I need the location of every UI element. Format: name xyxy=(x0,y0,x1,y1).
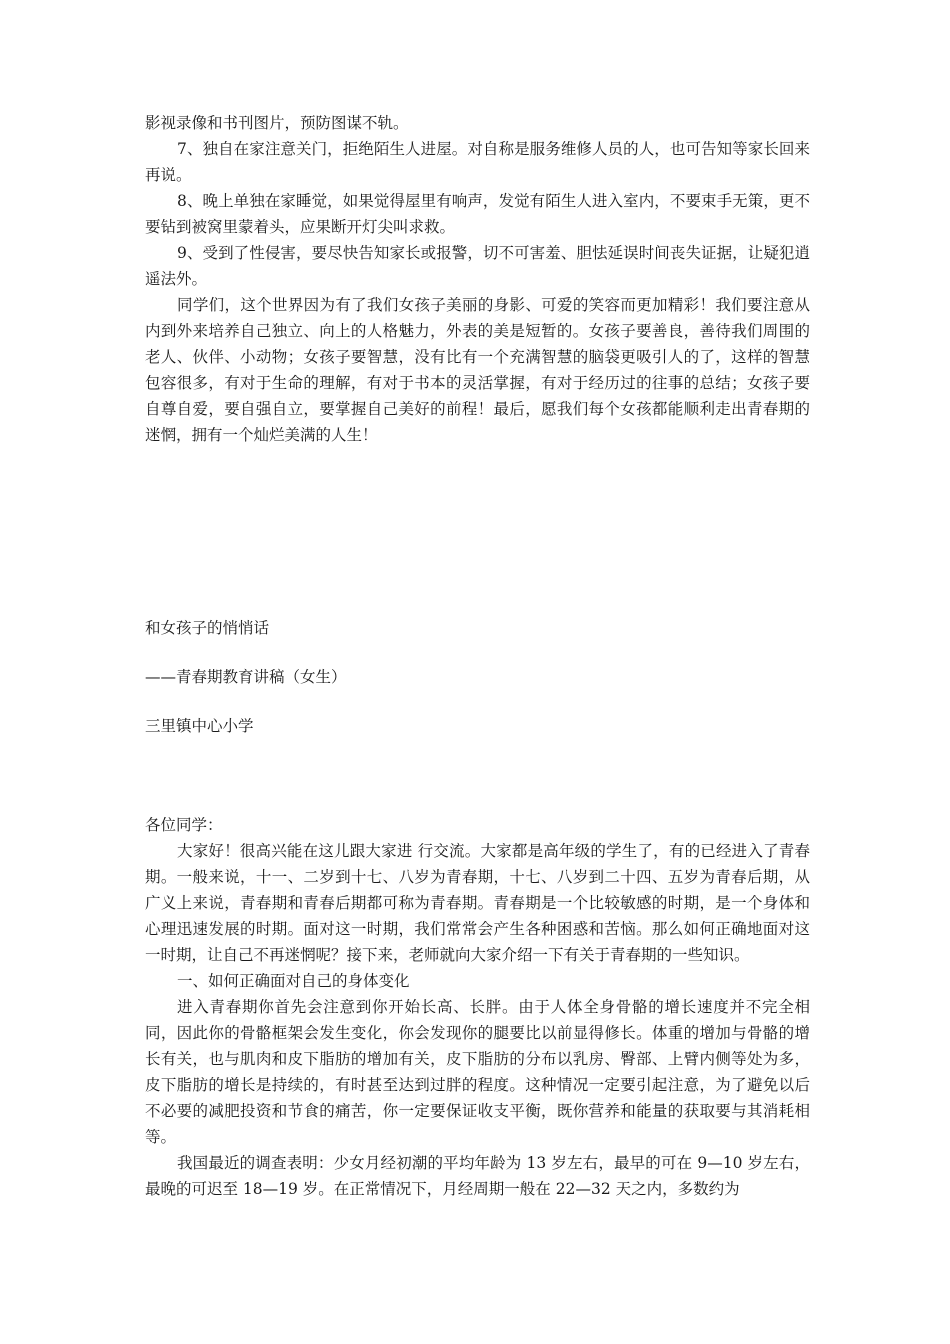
paragraph-survey: 我国最近的调查表明：少女月经初潮的平均年龄为 13 岁左右，最早的可在 9—10 岁左右，最晚的可迟至 18—19 岁。在正常情况下，月经周期一般在 22—32 天之内，多数约为 xyxy=(145,1154,810,1198)
paragraph-closing: 同学们，这个世界因为有了我们女孩子美丽的身影、可爱的笑容而更加精彩！我们要注意从内到外来培养自己独立、向上的人格魅力，外表的美是短暂的。女孩子要善良，善待我们周围的老人、伙伴、小动物；女孩子要智慧，没有比有一个充满智慧的脑袋更吸引人的了，这样的智慧包容很多，有对于生命的理解，有对于书本的灵活掌握，有对于经历过的往事的总结；女孩子要自尊自爱，要自强自立，要掌握自己美好的前程！最后，愿我们每个女孩都能顺利走出青春期的迷惘，拥有一个灿烂美满的人生！ xyxy=(145,296,810,444)
paragraph-item-7: 7、独自在家注意关门，拒绝陌生人进屋。对自称是服务维修人员的人，也可告知等家长回来再说。 xyxy=(145,140,810,184)
section-heading: 一、如何正确面对自己的身体变化 xyxy=(177,972,410,990)
paragraph-item-8: 8、晚上单独在家睡觉，如果觉得屋里有响声，发觉有陌生人进入室内，不要束手无策，更不要钻到被窝里蒙着头，应果断开灯尖叫求救。 xyxy=(145,192,810,236)
document-section-top xyxy=(145,110,810,448)
document-title: 和女孩子的悄悄话 xyxy=(145,619,270,637)
document-subtitle: ——青春期教育讲稿（女生） xyxy=(145,668,347,686)
document-section-speech xyxy=(145,812,810,1202)
paragraph-item-9: 9、受到了性侵害，要尽快告知家长或报警，切不可害羞、胆怯延误时间丧失证据，让疑犯逍遥法外。 xyxy=(145,244,810,288)
greeting: 各位同学： xyxy=(145,816,223,834)
paragraph-body-changes: 进入青春期你首先会注意到你开始长高、长胖。由于人体全身骨骼的增长速度并不完全相同，因此你的骨骼框架会发生变化，你会发现你的腿要比以前显得修长。体重的增加与骨骼的增长有关，也与肌肉和皮下脂肪的增加有关，皮下脂肪的分布以乳房、臀部、上臂内侧等处为多，皮下脂肪的增长是持续的，有时甚至达到过胖的程度。这种情况一定要引起注意，为了避免以后不必要的减肥投资和节食的痛苦，你一定要保证收支平衡，既你营养和能量的获取要与其消耗相等。 xyxy=(145,998,810,1146)
school-name: 三里镇中心小学 xyxy=(145,717,254,735)
paragraph-intro: 大家好！很高兴能在这儿跟大家进 行交流。大家都是高年级的学生了，有的已经进入了青春期。一般来说，十一、二岁到十七、八岁为青春期，十七、八岁到二十四、五岁为青春后期，从广义上来说，青春期和青春后期都可称为青春期。青春期是一个比较敏感的时期，是一个身体和心理迅速发展的时期。面对这一时期，我们常常会产生各种困惑和苦恼。那么如何正确地面对这一时期，让自己不再迷惘呢？接下来，老师就向大家介绍一下有关于青春期的一些知识。 xyxy=(145,842,810,964)
paragraph-continuation: 影视录像和书刊图片，预防图谋不轨。 xyxy=(145,114,409,132)
